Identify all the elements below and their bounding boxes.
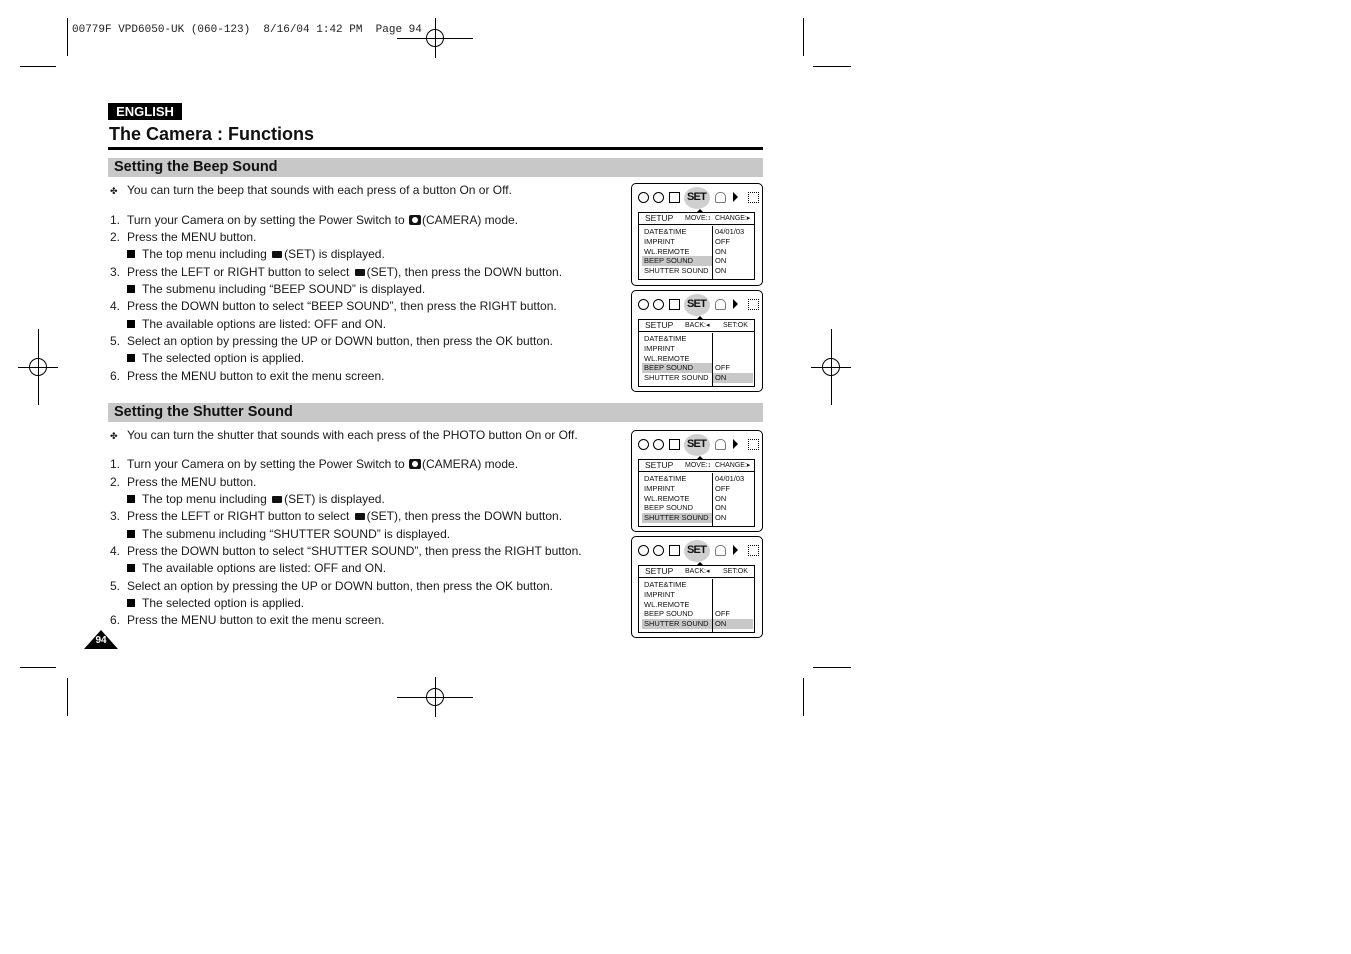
- change-hint: CHANGE:▸: [715, 462, 751, 469]
- menu-row-selected: [639, 619, 754, 629]
- change-hint: CHANGE:▸: [715, 215, 751, 222]
- step-4-note: [108, 561, 386, 575]
- menu-value: ON: [715, 266, 727, 276]
- person-icon: [715, 192, 726, 203]
- step-4-note: [108, 317, 386, 331]
- menu-label: WL.REMOTE: [644, 599, 690, 609]
- menu-title: SETUP: [645, 566, 674, 576]
- menu-header: [639, 213, 754, 225]
- menu-label: BEEP SOUND: [644, 609, 694, 619]
- menu-value: 04/01/03: [715, 474, 745, 483]
- set-icon: [272, 496, 282, 503]
- option-off: OFF: [715, 363, 730, 373]
- set-icon: SET: [687, 438, 706, 450]
- menu-value: OFF: [715, 236, 730, 246]
- mode-icon-bar: [635, 544, 761, 560]
- step-3-note: [108, 527, 450, 541]
- step-text: Select an option by pressing the UP or DOWN button, then press the OK button.: [127, 334, 554, 348]
- set-icon: SET: [687, 191, 706, 203]
- menu-label: BEEP SOUND: [644, 503, 694, 513]
- menu-label: DATE&TIME: [644, 334, 687, 343]
- step-number: 3.: [110, 265, 121, 279]
- step-number: 3.: [110, 509, 121, 523]
- crop-mark: [803, 18, 804, 56]
- note-text: The top menu including: [142, 492, 271, 506]
- step-text: Turn your Camera on by setting the Power Switch to: [127, 213, 409, 227]
- note-text: The selected option is applied.: [142, 351, 305, 365]
- step-3: [110, 265, 562, 279]
- camera-icon: [409, 459, 421, 469]
- step-text: Select an option by pressing the UP or DOWN button, then press the OK button.: [127, 579, 554, 593]
- step-2-note: [108, 247, 385, 261]
- section-heading-beep: Setting the Beep Sound: [108, 158, 763, 177]
- menu-label: BEEP SOUND: [642, 363, 712, 373]
- menu-header: [639, 320, 754, 332]
- step-text: (CAMERA) mode.: [422, 213, 519, 227]
- crop-mark: [20, 667, 56, 668]
- step-text: Press the LEFT or RIGHT button to select: [127, 509, 353, 523]
- registration-mark-left: [18, 347, 58, 387]
- step-text: (SET), then press the DOWN button.: [366, 265, 563, 279]
- step-3-note: [108, 282, 425, 296]
- menu-label: DATE&TIME: [644, 474, 687, 483]
- menu-row: [639, 484, 754, 494]
- grid-icon: [748, 299, 759, 310]
- grid-icon: [748, 439, 759, 450]
- step-number: 6.: [110, 369, 121, 383]
- note-text: The submenu including “BEEP SOUND” is displayed.: [142, 282, 426, 296]
- menu-panel: [638, 212, 755, 280]
- move-hint: MOVE:↕: [685, 215, 712, 222]
- menu-row: [639, 344, 754, 354]
- crop-mark: [813, 66, 851, 67]
- menu-label: SHUTTER SOUND: [642, 619, 712, 629]
- step-4: [110, 299, 557, 313]
- set-ok-hint: SET:OK: [723, 568, 748, 575]
- menu-label: IMPRINT: [644, 343, 675, 353]
- note-text: The submenu including “SHUTTER SOUND” is displayed.: [142, 527, 451, 541]
- menu-title: SETUP: [645, 213, 674, 223]
- set-ok-hint: SET:OK: [723, 322, 748, 329]
- step-3: [110, 509, 562, 523]
- square-bullet-icon: [127, 320, 135, 328]
- menu-label: SHUTTER SOUND: [642, 513, 712, 523]
- step-text: Press the DOWN button to select “BEEP SOUND”, then press the RIGHT button.: [127, 299, 557, 313]
- section-heading-shutter: Setting the Shutter Sound: [108, 403, 763, 422]
- menu-panel: [638, 565, 755, 633]
- step-6: [110, 369, 384, 383]
- square-bullet-icon: [127, 250, 135, 258]
- step-1: [110, 457, 518, 471]
- speaker-icon: [733, 545, 738, 555]
- square-bullet-icon: [127, 285, 135, 293]
- menu-label: IMPRINT: [644, 589, 675, 599]
- set-icon: SET: [687, 544, 706, 556]
- set-icon: [272, 251, 282, 258]
- camera-mode-icon: [638, 299, 649, 310]
- crop-mark: [803, 678, 804, 716]
- menu-row-selected: [639, 256, 754, 266]
- menu-row-selected: [639, 363, 754, 373]
- step-text: Press the MENU button.: [127, 475, 257, 489]
- step-number: 1.: [110, 213, 121, 227]
- note-text: The available options are listed: OFF and ON.: [142, 317, 387, 331]
- menu-label: WL.REMOTE: [644, 246, 690, 256]
- menu-label: IMPRINT: [644, 483, 675, 493]
- step-6: [110, 613, 384, 627]
- note-text: The top menu including: [142, 247, 271, 261]
- step-5-note: [108, 351, 304, 365]
- speaker-icon: [733, 192, 738, 202]
- timer-icon: [653, 545, 664, 556]
- crop-mark: [20, 66, 56, 67]
- note-text: The available options are listed: OFF and ON.: [142, 561, 387, 575]
- grid-icon: [748, 192, 759, 203]
- grid-icon: [748, 545, 759, 556]
- menu-title: SETUP: [645, 460, 674, 470]
- camera-icon: [409, 215, 421, 225]
- menu-value: OFF: [715, 483, 730, 493]
- image-icon: [669, 439, 680, 450]
- menu-panel: [638, 319, 755, 387]
- menu-value: 04/01/03: [715, 227, 745, 236]
- intro-line: [110, 428, 578, 442]
- bullet-cross-icon: ✤: [110, 186, 118, 196]
- registration-mark-bottom: [415, 677, 455, 717]
- back-hint: BACK:◂: [685, 322, 710, 329]
- menu-value: ON: [715, 513, 727, 523]
- back-hint: BACK:◂: [685, 568, 710, 575]
- set-icon: [355, 513, 365, 520]
- step-text: Press the MENU button to exit the menu screen.: [127, 369, 385, 383]
- bullet-cross-icon: ✤: [110, 431, 118, 441]
- menu-row: [639, 503, 754, 513]
- menu-header: [639, 566, 754, 578]
- lcd-screen-shutter-sub: [631, 536, 763, 638]
- image-icon: [669, 299, 680, 310]
- step-text: Press the LEFT or RIGHT button to select: [127, 265, 353, 279]
- timer-icon: [653, 439, 664, 450]
- intro-text: You can turn the beep that sounds with each press of a button On or Off.: [127, 183, 512, 197]
- image-icon: [669, 545, 680, 556]
- lcd-screen-shutter-top: [631, 430, 763, 532]
- square-bullet-icon: [127, 599, 135, 607]
- step-number: 5.: [110, 579, 121, 593]
- page-number: 94: [95, 635, 107, 646]
- person-icon: [715, 299, 726, 310]
- step-number: 6.: [110, 613, 121, 627]
- intro-line: [110, 183, 512, 197]
- lcd-screen-beep-sub: [631, 290, 763, 392]
- menu-row: [639, 600, 754, 610]
- step-text: Press the MENU button to exit the menu screen.: [127, 613, 385, 627]
- language-badge: ENGLISH: [108, 103, 182, 120]
- menu-row: [639, 373, 754, 383]
- menu-label: WL.REMOTE: [644, 353, 690, 363]
- note-text: (SET) is displayed.: [284, 492, 385, 506]
- print-slug: 00779F VPD6050-UK (060-123) 8/16/04 1:42 PM Page 94: [72, 24, 422, 36]
- menu-header: [639, 460, 754, 472]
- menu-row: [639, 354, 754, 364]
- step-number: 5.: [110, 334, 121, 348]
- menu-label: IMPRINT: [644, 236, 675, 246]
- menu-row: [639, 237, 754, 247]
- set-icon: SET: [687, 298, 706, 310]
- menu-label: DATE&TIME: [644, 227, 687, 236]
- step-4: [110, 544, 582, 558]
- mode-icon-bar: [635, 191, 761, 207]
- camera-mode-icon: [638, 439, 649, 450]
- mode-icon-bar: [635, 298, 761, 314]
- crop-mark: [67, 18, 68, 56]
- step-text: Turn your Camera on by setting the Power Switch to: [127, 457, 409, 471]
- square-bullet-icon: [127, 564, 135, 572]
- step-number: 4.: [110, 299, 121, 313]
- registration-mark-right: [811, 347, 851, 387]
- menu-row: [639, 609, 754, 619]
- menu-label: DATE&TIME: [644, 580, 687, 589]
- note-text: The selected option is applied.: [142, 596, 305, 610]
- step-number: 1.: [110, 457, 121, 471]
- menu-title: SETUP: [645, 320, 674, 330]
- menu-row: [639, 580, 754, 590]
- square-bullet-icon: [127, 530, 135, 538]
- menu-label: BEEP SOUND: [642, 256, 712, 266]
- timer-icon: [653, 192, 664, 203]
- title-rule: [108, 147, 763, 150]
- menu-value: ON: [715, 246, 727, 256]
- step-text: Press the MENU button.: [127, 230, 257, 244]
- person-icon: [715, 439, 726, 450]
- step-2: [110, 475, 256, 489]
- step-5: [110, 579, 553, 593]
- menu-row-selected: [639, 513, 754, 523]
- step-number: 2.: [110, 230, 121, 244]
- step-number: 2.: [110, 475, 121, 489]
- step-5: [110, 334, 553, 348]
- menu-value: ON: [715, 256, 727, 266]
- menu-row: [639, 474, 754, 484]
- menu-row: [639, 334, 754, 344]
- lcd-screen-beep-top: [631, 183, 763, 286]
- mode-icon-bar: [635, 438, 761, 454]
- step-2: [110, 230, 256, 244]
- camera-mode-icon: [638, 192, 649, 203]
- image-icon: [669, 192, 680, 203]
- menu-label: SHUTTER SOUND: [644, 266, 709, 276]
- speaker-icon: [733, 439, 738, 449]
- square-bullet-icon: [127, 495, 135, 503]
- menu-row: [639, 266, 754, 276]
- menu-panel: [638, 459, 755, 527]
- step-5-note: [108, 596, 304, 610]
- option-on-selected: ON: [713, 619, 753, 629]
- camera-mode-icon: [638, 545, 649, 556]
- menu-row: [639, 494, 754, 504]
- option-off: OFF: [715, 609, 730, 619]
- step-1: [110, 213, 518, 227]
- step-text: (CAMERA) mode.: [422, 457, 519, 471]
- note-text: (SET) is displayed.: [284, 247, 385, 261]
- step-text: (SET), then press the DOWN button.: [366, 509, 563, 523]
- speaker-icon: [733, 299, 738, 309]
- person-icon: [715, 545, 726, 556]
- step-number: 4.: [110, 544, 121, 558]
- square-bullet-icon: [127, 354, 135, 362]
- menu-value: ON: [715, 493, 727, 503]
- crop-mark: [813, 667, 851, 668]
- menu-label: WL.REMOTE: [644, 493, 690, 503]
- option-on-selected: ON: [713, 373, 753, 383]
- timer-icon: [653, 299, 664, 310]
- intro-text: You can turn the shutter that sounds with each press of the PHOTO button On or Off.: [127, 428, 578, 442]
- menu-row: [639, 590, 754, 600]
- menu-value: ON: [715, 503, 727, 513]
- crop-mark: [67, 678, 68, 716]
- set-icon: [355, 269, 365, 276]
- move-hint: MOVE:↕: [685, 462, 712, 469]
- step-text: Press the DOWN button to select “SHUTTER SOUND”, then press the RIGHT button.: [127, 544, 582, 558]
- menu-row: [639, 247, 754, 257]
- menu-label: SHUTTER SOUND: [644, 373, 709, 383]
- step-2-note: [108, 492, 385, 506]
- menu-row: [639, 227, 754, 237]
- page-title: The Camera : Functions: [109, 124, 315, 144]
